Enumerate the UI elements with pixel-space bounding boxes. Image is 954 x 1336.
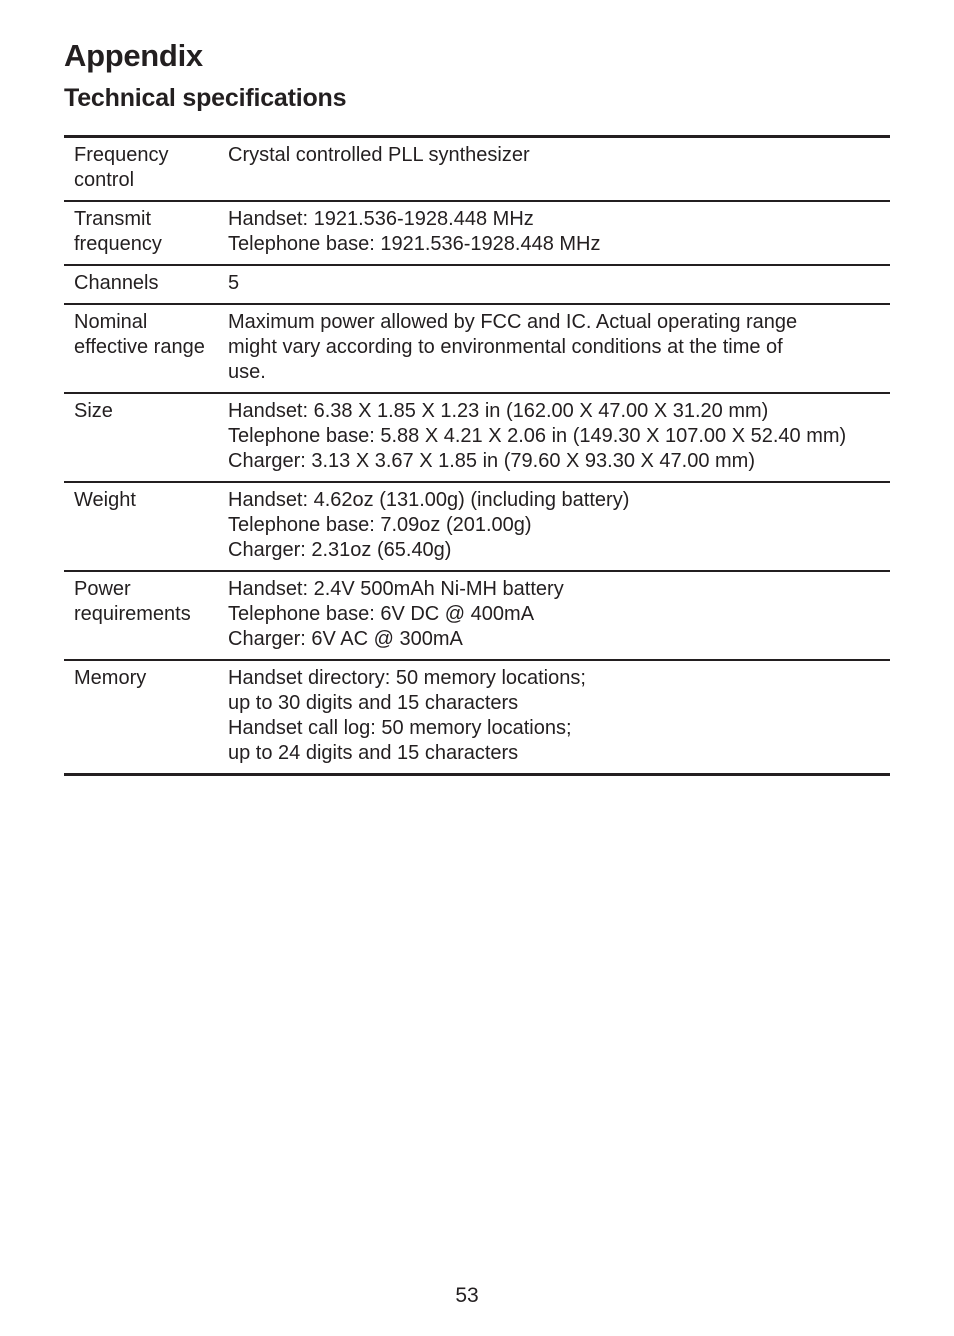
- spec-value-line: Handset: 6.38 X 1.85 X 1.23 in (162.00 X 47.00 X 31.20 mm): [228, 400, 769, 422]
- spec-label-line: Nominal: [74, 311, 148, 333]
- page-number: 53: [455, 1284, 479, 1307]
- spec-value-line: Charger: 6V AC @ 300mA: [228, 628, 463, 650]
- spec-value-line: Telephone base: 1921.536-1928.448 MHz: [228, 233, 601, 255]
- spec-value-line: Handset: 4.62oz (131.00g) (including battery): [228, 489, 630, 511]
- spec-row: [64, 137, 890, 202]
- spec-label-line: Memory: [74, 667, 147, 689]
- spec-label-line: Channels: [74, 272, 159, 294]
- spec-value-line: Handset: 2.4V 500mAh Ni-MH battery: [228, 578, 564, 600]
- spec-value: [228, 265, 890, 304]
- spec-label: [64, 393, 228, 482]
- spec-value-line: might vary according to environmental conditions at the time of: [228, 336, 783, 358]
- spec-label-line: effective range: [74, 336, 205, 358]
- spec-value-line: use.: [228, 361, 266, 383]
- spec-label: [64, 137, 228, 202]
- spec-value-line: Crystal controlled PLL synthesizer: [228, 144, 530, 166]
- spec-label: [64, 571, 228, 660]
- spec-label-line: Power: [74, 578, 131, 600]
- spec-row: [64, 393, 890, 482]
- spec-label-line: frequency: [74, 233, 162, 255]
- spec-value: [228, 137, 890, 202]
- spec-label-line: control: [74, 169, 135, 191]
- spec-value: [228, 571, 890, 660]
- spec-row: [64, 571, 890, 660]
- spec-value-line: Handset call log: 50 memory locations;: [228, 717, 572, 739]
- spec-row: [64, 265, 890, 304]
- spec-label-line: Size: [74, 400, 113, 422]
- spec-label: [64, 201, 228, 265]
- spec-value-line: Telephone base: 5.88 X 4.21 X 2.06 in (149.30 X 107.00 X 52.40 mm): [228, 425, 847, 447]
- spec-label-line: requirements: [74, 603, 191, 625]
- spec-label-line: Frequency: [74, 144, 169, 166]
- spec-value-line: Charger: 3.13 X 3.67 X 1.85 in (79.60 X 93.30 X 47.00 mm): [228, 450, 755, 472]
- spec-table-body: [64, 137, 890, 775]
- spec-label: [64, 660, 228, 775]
- spec-value-line: 5: [228, 272, 240, 294]
- spec-label-line: Weight: [74, 489, 136, 511]
- spec-value-line: Telephone base: 7.09oz (201.00g): [228, 514, 532, 536]
- spec-label: [64, 265, 228, 304]
- spec-table: [64, 135, 890, 776]
- section-title: Technical specifications: [64, 84, 347, 112]
- spec-label: [64, 304, 228, 393]
- page-title: Appendix: [64, 38, 203, 73]
- spec-row: [64, 660, 890, 775]
- spec-value-line: up to 24 digits and 15 characters: [228, 742, 519, 764]
- spec-value-line: Handset: 1921.536-1928.448 MHz: [228, 208, 534, 230]
- spec-value-line: Maximum power allowed by FCC and IC. Actual operating range: [228, 311, 798, 333]
- spec-row: [64, 304, 890, 393]
- spec-value: [228, 482, 890, 571]
- spec-row: [64, 482, 890, 571]
- spec-value: [228, 393, 890, 482]
- spec-label-line: Transmit: [74, 208, 152, 230]
- spec-value: [228, 304, 890, 393]
- spec-value-line: Charger: 2.31oz (65.40g): [228, 539, 452, 561]
- spec-row: [64, 201, 890, 265]
- spec-value-line: Handset directory: 50 memory locations;: [228, 667, 586, 689]
- spec-label: [64, 482, 228, 571]
- spec-value-line: Telephone base: 6V DC @ 400mA: [228, 603, 535, 625]
- spec-value: [228, 660, 890, 775]
- spec-value-line: up to 30 digits and 15 characters: [228, 692, 519, 714]
- spec-value: [228, 201, 890, 265]
